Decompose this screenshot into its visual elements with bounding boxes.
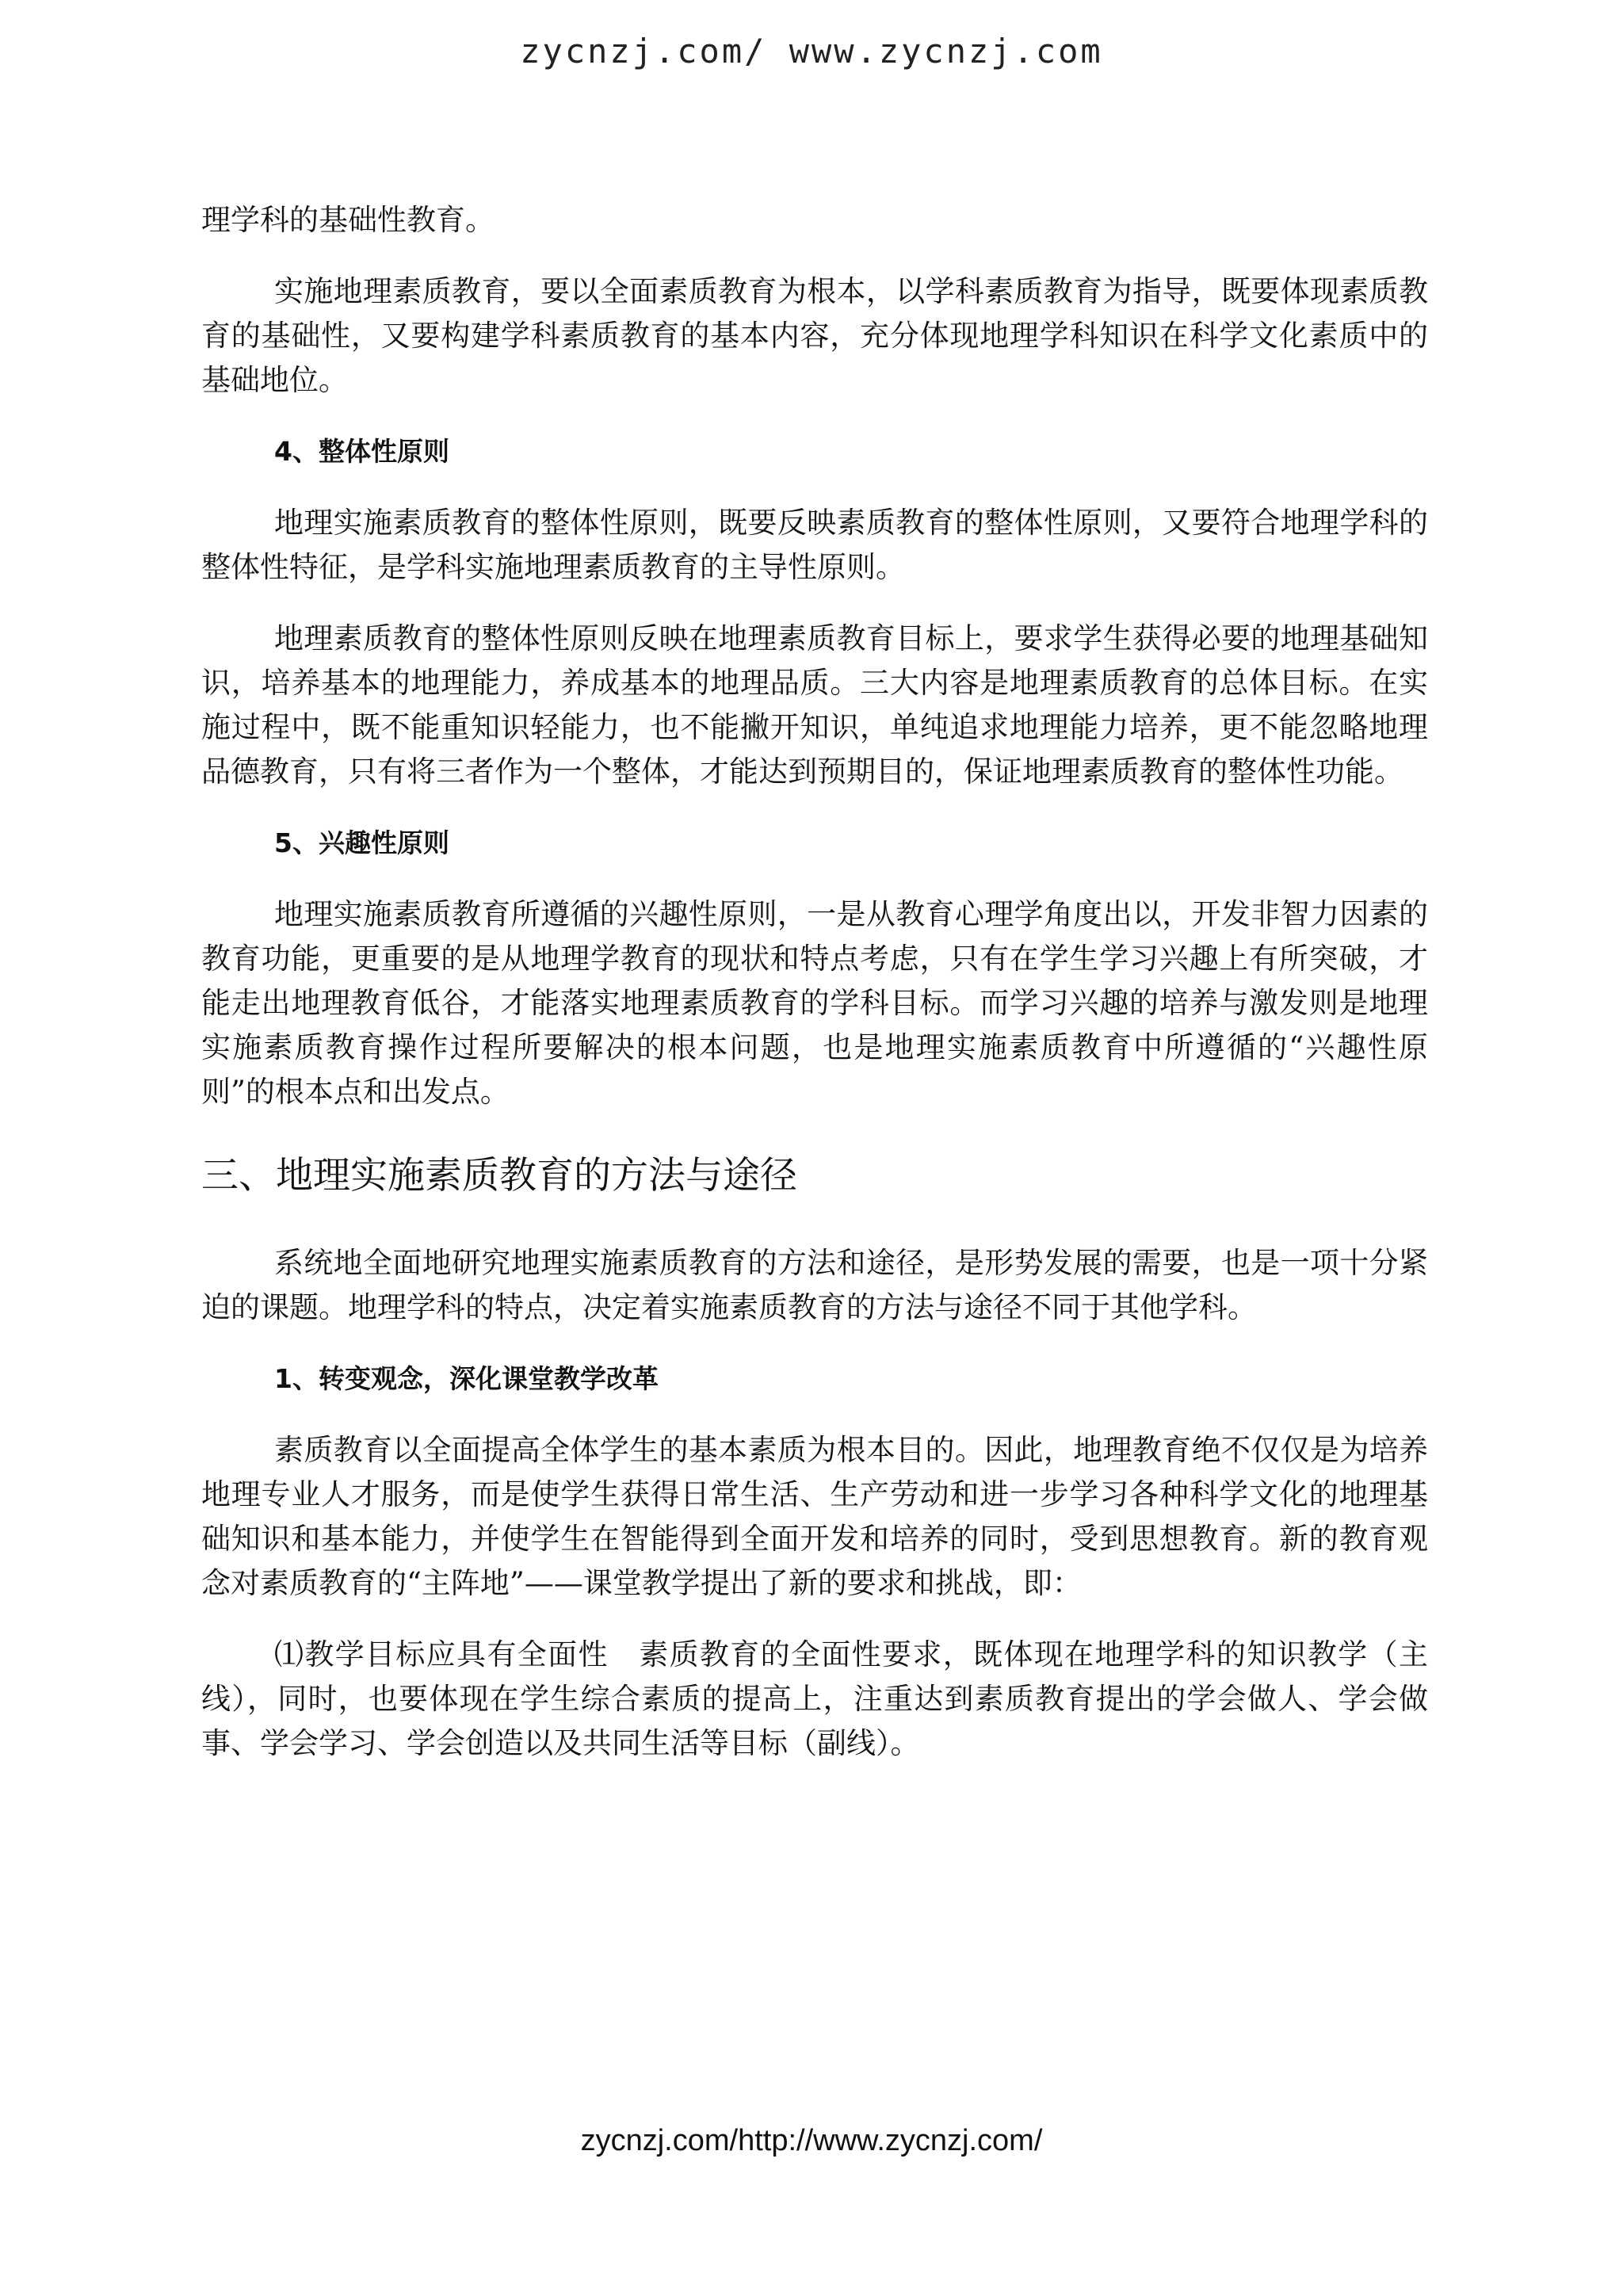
subheading-change-concepts: 1、转变观念，深化课堂教学改革 (274, 1363, 659, 1394)
paragraph-integrity-2: 地理素质教育的整体性原则反映在地理素质教育目标上，要求学生获得必要的地理基础知识，培养基本的地理能力，养成基本的地理品质。三大内容是地理素质教育的总体目标。在实施过程中，既不能重知识轻能力，也不能撇开知识，单纯追求地理能力培养，更不能忽略地理品德教育，只有将三者作为一个整体，才能达到预期目的，保证地理素质教育的整体性功能。 (201, 621, 1428, 789)
paragraph-continuation: 理学科的基础性教育。 (201, 203, 495, 237)
subheading-interest-principle: 5、兴趣性原则 (274, 827, 449, 858)
paragraph-teaching-goals: ⑴教学目标应具有全面性 素质教育的全面性要求，既体现在地理学科的知识教学（主线），同时，也要体现在学生综合素质的提高上，注重达到素质教育提出的学会做人、学会做事、学会学习、学会创造以及共同生活等目标（副线）。 (201, 1637, 1428, 1760)
paragraph-basic-education: 实施地理素质教育，要以全面素质教育为根本，以学科素质教育为指导，既要体现素质教育的基础性，又要构建学科素质教育的基本内容，充分体现地理学科知识在科学文化素质中的基础地位。 (201, 274, 1428, 397)
subheading-integrity-principle: 4、整体性原则 (274, 436, 449, 467)
paragraph-methods-intro: 系统地全面地研究地理实施素质教育的方法和途径，是形势发展的需要，也是一项十分紧迫的课题。地理学科的特点，决定着实施素质教育的方法与途径不同于其他学科。 (201, 1246, 1428, 1324)
page-header-watermark: zycnzj.com/ www.zycnzj.com (520, 32, 1103, 71)
paragraph-interest: 地理实施素质教育所遵循的兴趣性原则，一是从教育心理学角度出以，开发非智力因素的教育功能，更重要的是从地理学教育的现状和特点考虑，只有在学生学习兴趣上有所突破，才能走出地理教育低谷，才能落实地理素质教育的学科目标。而学习兴趣的培养与激发则是地理实施素质教育操作过程所要解决的根本问题，也是地理实施素质教育中所遵循的“兴趣性原则”的根本点和出发点。 (201, 897, 1428, 1109)
page-footer-watermark: zycnzj.com/http://www.zycnzj.com/ (580, 2124, 1043, 2157)
section-heading-methods: 三、地理实施素质教育的方法与途径 (201, 1154, 797, 1198)
document-body (201, 198, 1428, 1793)
paragraph-quality-education: 素质教育以全面提高全体学生的基本素质为根本目的。因此，地理教育绝不仅仅是为培养地理专业人才服务，而是使学生获得日常生活、生产劳动和进一步学习各种科学文化的地理基础知识和基本能力，并使学生在智能得到全面开发和培养的同时，受到思想教育。新的教育观念对素质教育的“主阵地”——课堂教学提出了新的要求和挑战，即： (201, 1433, 1428, 1600)
paragraph-integrity-1: 地理实施素质教育的整体性原则，既要反映素质教育的整体性原则，又要符合地理学科的整体性特征，是学科实施地理素质教育的主导性原则。 (201, 506, 1428, 584)
